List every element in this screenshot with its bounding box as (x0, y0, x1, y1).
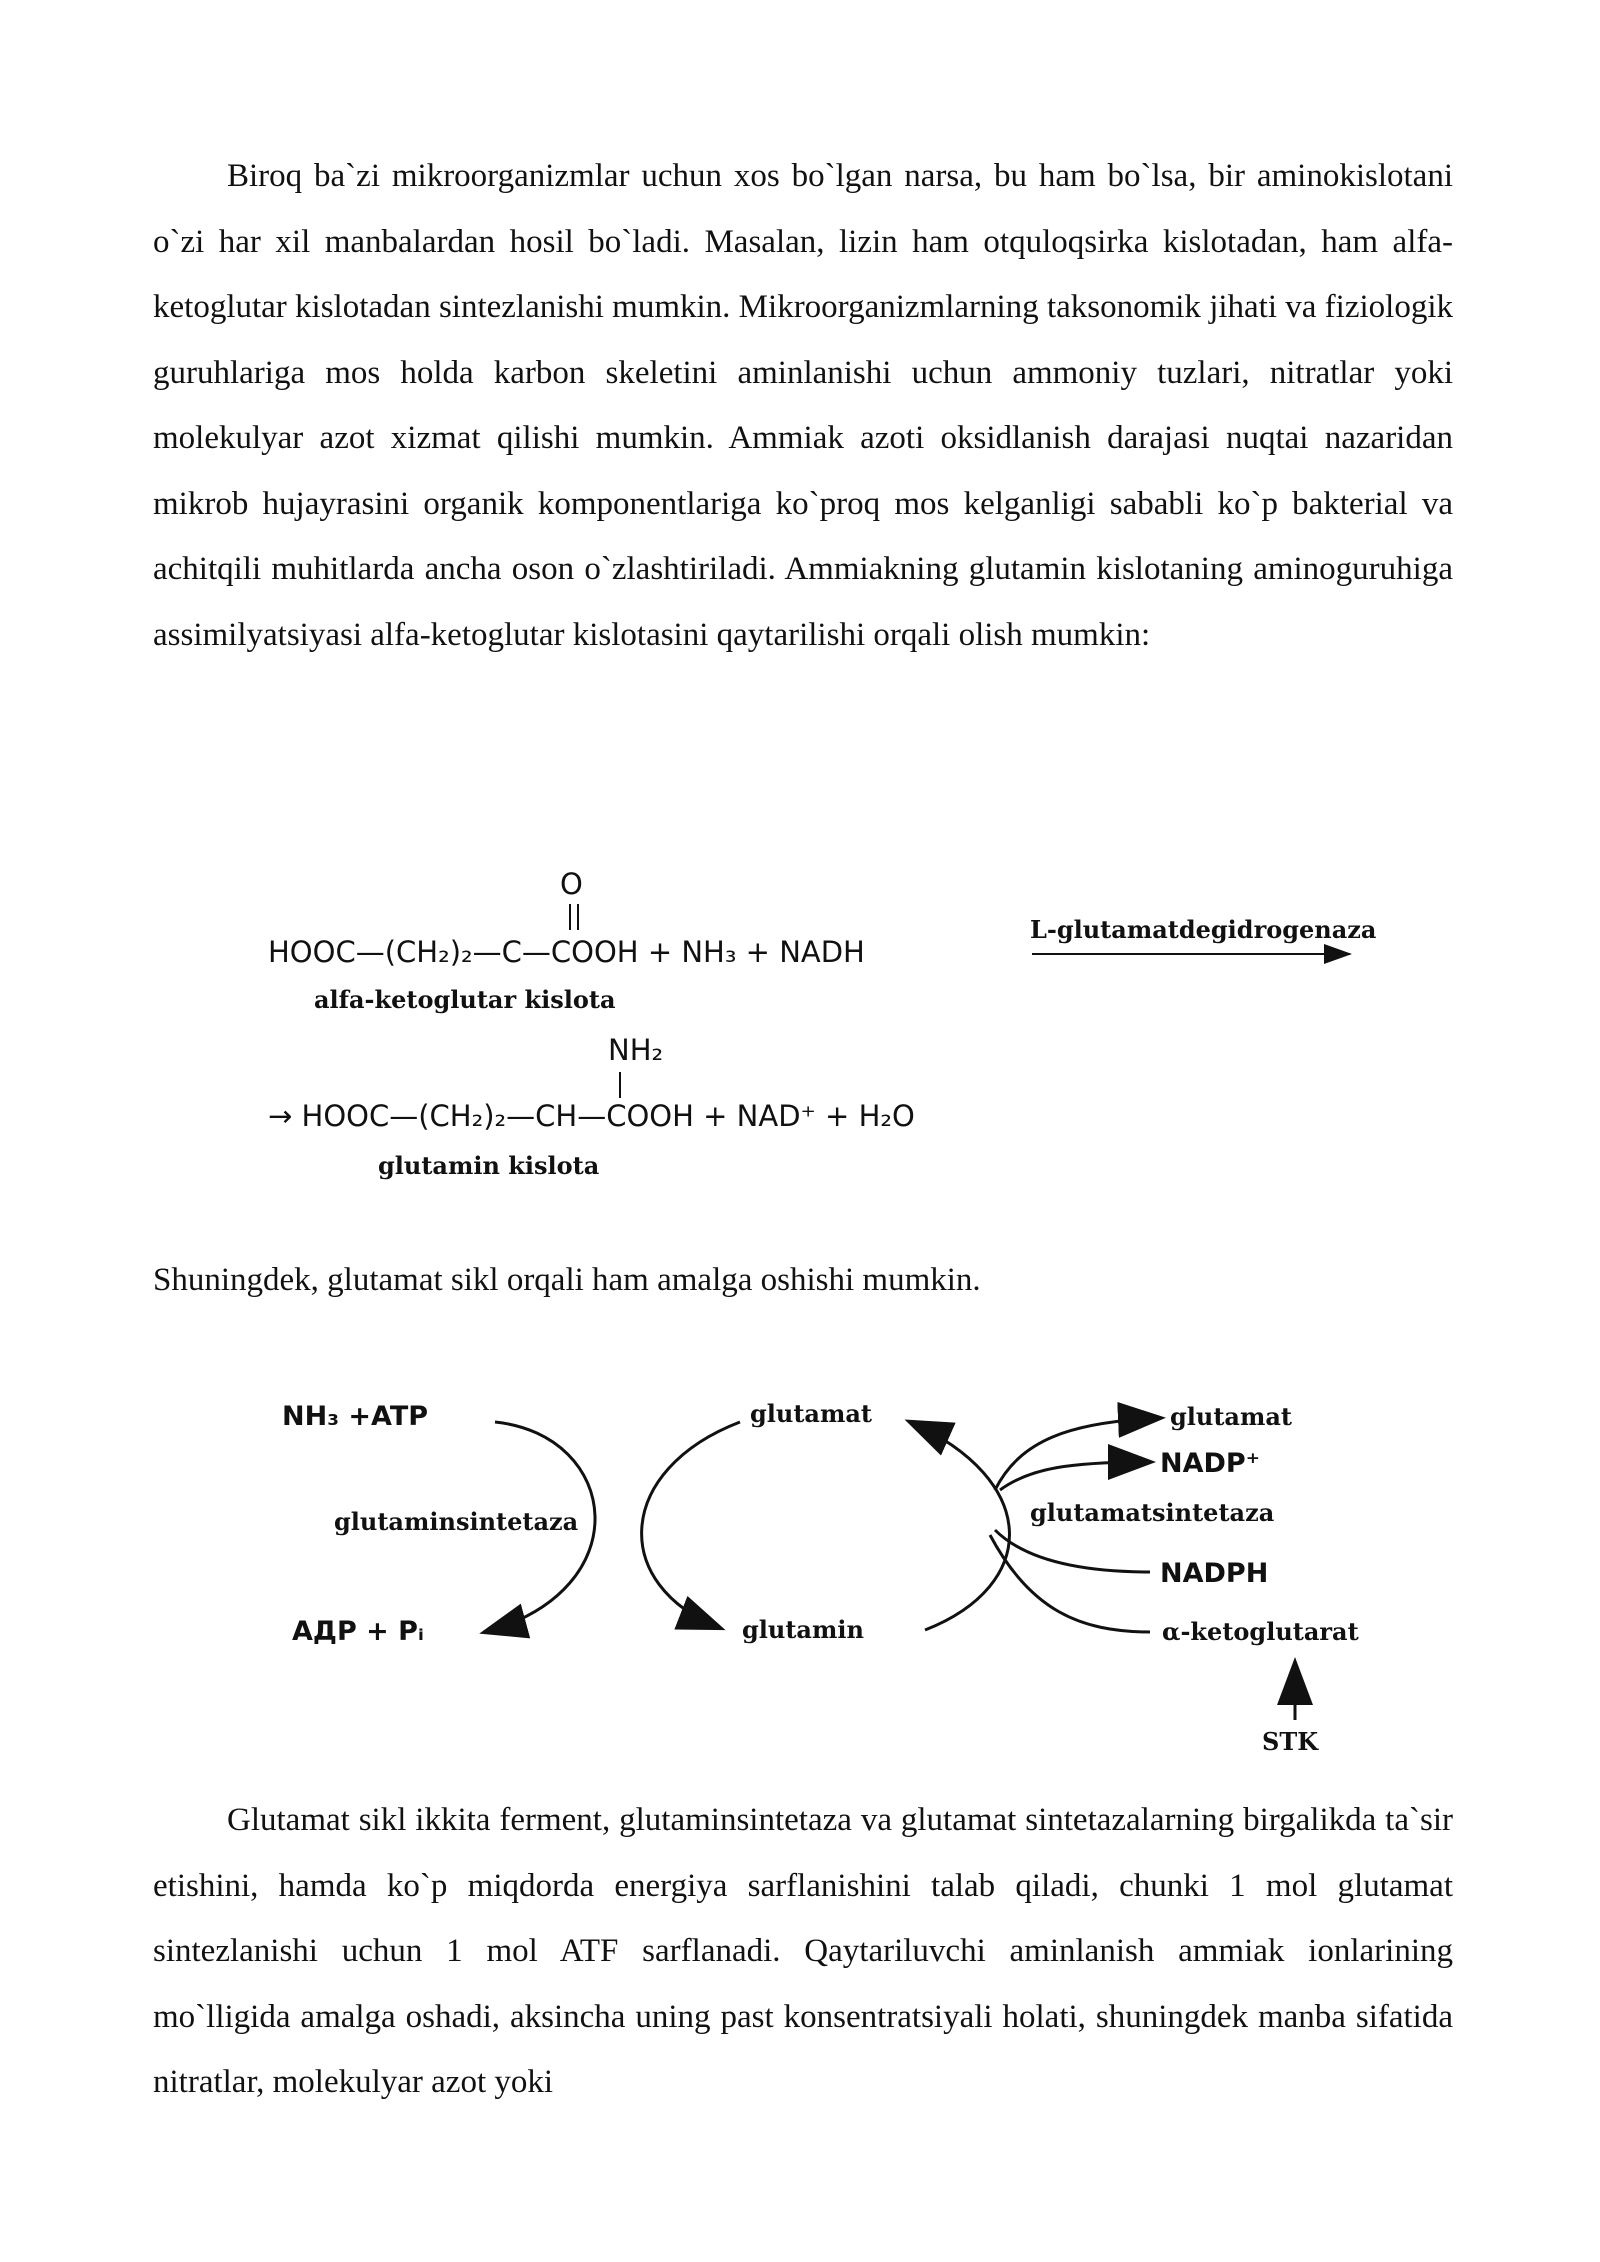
paragraph-transition: Shuningdek, glutamat sikl orqali ham amalga oshishi mumkin. (153, 1262, 981, 1298)
stk-label: STK (1262, 1727, 1319, 1756)
nadph-label: NADPH (1160, 1558, 1269, 1589)
glutamat-center-label: glutamat (750, 1399, 873, 1428)
glutamatsintetaza-label: glutamatsintetaza (1030, 1498, 1275, 1527)
carbonyl-oxygen: O (560, 867, 583, 901)
glutamin-label: glutamin (742, 1615, 864, 1644)
glutamat-to-glutamin-arc (642, 1422, 740, 1628)
reaction-equation (0, 860, 1600, 1220)
paragraph-intro: Biroq ba`zi mikroorganizmlar uchun xos bo`lgan narsa, bu ham bo`lsa, bir aminokislotani o`zi har xil manbalardan hosil bo`ladi. Masalan, lizin ham otquloqsirka kislotadan, ham alfa-ketoglutar kislotadan sintezlanishi mumkin. Mikroorganizmlarning taksonomik jihati va fiziologik guruhlariga mos holda karbon skeletini aminlanishi uchun ammoniy tuzlari, nitratlar yoki molekulyar azot xizmat qilishi mumkin. Ammiak azoti oksidlanish darajasi nuqtai nazaridan mikrob hujayrasini organik komponentlariga ko`proq mos kelganligi sababli ko`p bakterial va achitqili muhitlarda ancha oson o`zlashtiriladi. Ammiakning glutamin kislotaning aminoguruhiga assimilyatsiyasi alfa-ketoglutar kislotasini qaytarilishi orqali olish mumkin: (153, 158, 1453, 653)
glutamat-right-label: glutamat (1170, 1402, 1293, 1431)
substrate-label: alfa-ketoglutar kislota (314, 985, 616, 1014)
nh3-atp-label: NH₃ +ATP (282, 1401, 429, 1432)
enzyme-label: L-glutamatdegidrogenaza (1030, 915, 1377, 944)
amino-group: NH₂ (608, 1033, 664, 1067)
reaction-line-1: HOOC—(CH₂)₂—C—COOH + NH₃ + NADH (268, 935, 865, 969)
nadph-input-line (995, 1530, 1150, 1572)
paragraph-cycle-explanation: Glutamat sikl ikkita ferment, glutaminsintetaza va glutamat sintetazalarning birgalikda ta`sir etishini, hamda ko`p miqdorda energiya sarflanishini talab qiladi, chunki 1 mol glutamat sintezlanishi uchun 1 mol ATF sarflanadi. Qaytariluvchi aminlanish ammiak ionlarining mo`lligida amalga oshadi, aksincha uning past konsentratsiyali holati, shuningdek manba sifatida nitratlar, molekulyar azot yoki (153, 1802, 1453, 2100)
ketoglutarat-label: α-ketoglutarat (1162, 1617, 1359, 1646)
ketoglutarat-input-line (990, 1535, 1150, 1632)
reaction-line-2: → HOOC—(CH₂)₂—CH—COOH + NAD⁺ + H₂O (268, 1099, 915, 1133)
nadp-output-arrow (1000, 1462, 1150, 1490)
adp-pi-label: АДР + Pᵢ (292, 1616, 424, 1647)
glutamate-cycle-diagram (0, 1380, 1600, 1760)
nadp-plus-label: NADP⁺ (1160, 1448, 1260, 1479)
product-label: glutamin kislota (378, 1151, 600, 1180)
glutaminsintetaza-label: glutaminsintetaza (334, 1507, 579, 1536)
glutamin-to-glutamat-arc (910, 1422, 1009, 1630)
